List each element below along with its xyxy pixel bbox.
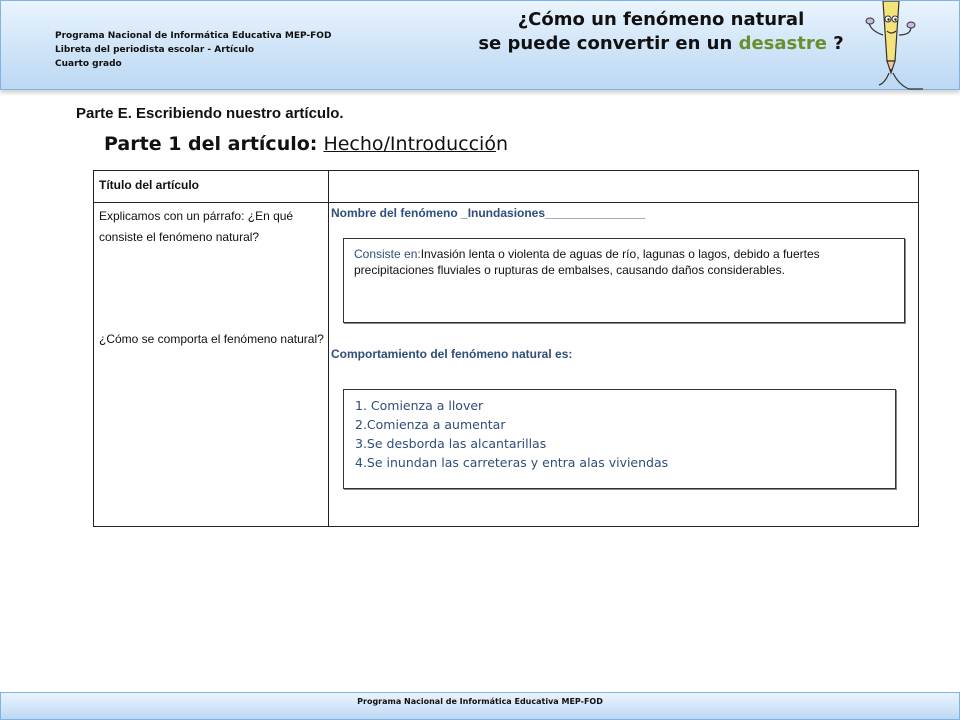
section-label: Parte E. Escribiendo nuestro artículo. xyxy=(76,105,344,122)
definition-prefix: Consiste en: xyxy=(354,247,421,261)
title-line-2 xyxy=(431,32,891,56)
behavior-item: 4.Se inundan las carreteras y entra alas viviendas xyxy=(355,455,669,470)
table-border-top xyxy=(93,170,919,171)
article-title-label: Título del artículo xyxy=(99,178,200,192)
title-line-2-end: ? xyxy=(826,33,844,54)
title-line-1: ¿Cómo un fenómeno natural xyxy=(517,9,805,30)
behavior-label: Comportamiento del fenómeno natural es: xyxy=(331,347,573,361)
title-accent-word: desastre xyxy=(738,33,827,54)
definition-text xyxy=(354,246,894,278)
pencil-character-icon xyxy=(865,1,935,93)
table-border-bottom xyxy=(93,526,919,527)
table-border-left xyxy=(93,170,94,527)
behavior-box xyxy=(343,389,896,489)
table-column-divider xyxy=(328,170,329,527)
behavior-item: 2.Comienza a aumentar xyxy=(355,417,506,432)
behavior-item: 1. Comienza a llover xyxy=(355,398,484,413)
definition-box xyxy=(343,238,905,323)
part-heading-topic: Hecho/Introducció xyxy=(323,133,496,155)
grade-level: Cuarto grado xyxy=(55,59,122,69)
program-info xyxy=(55,29,331,71)
question-behavior: ¿Cómo se comporta el fenómeno natural? xyxy=(99,332,324,346)
title-line-2-start: se puede convertir en un xyxy=(478,33,739,54)
footer-text: Programa Nacional de Informática Educativa MEP-FOD xyxy=(357,697,603,706)
phenomenon-name: Nombre del fenómeno _Inundasiones_______________ xyxy=(331,206,646,220)
part-heading xyxy=(104,133,508,155)
part-heading-label: Parte 1 del artículo: xyxy=(104,133,318,155)
header-banner xyxy=(0,0,960,90)
behavior-item: 3.Se desborda las alcantarillas xyxy=(355,436,547,451)
question-what-is: Explicamos con un párrafo: ¿En qué consiste el fenómeno natural? xyxy=(99,209,294,244)
behavior-list xyxy=(355,396,668,472)
table-border-right xyxy=(918,170,919,527)
table-row-divider xyxy=(93,202,919,203)
program-name: Programa Nacional de Informática Educativa MEP-FOD xyxy=(55,31,332,41)
notebook-name: Libreta del periodista escolar - Artículo xyxy=(55,45,255,55)
definition-body: Invasión lenta o violenta de aguas de río, lagunas o lagos, debido a fuertes precipitaciones fluviales o rupturas de embalses, causando daños considerables. xyxy=(354,247,820,277)
footer-banner xyxy=(0,692,960,720)
part-heading-topic-tail: n xyxy=(495,133,508,155)
page-title xyxy=(431,8,891,56)
